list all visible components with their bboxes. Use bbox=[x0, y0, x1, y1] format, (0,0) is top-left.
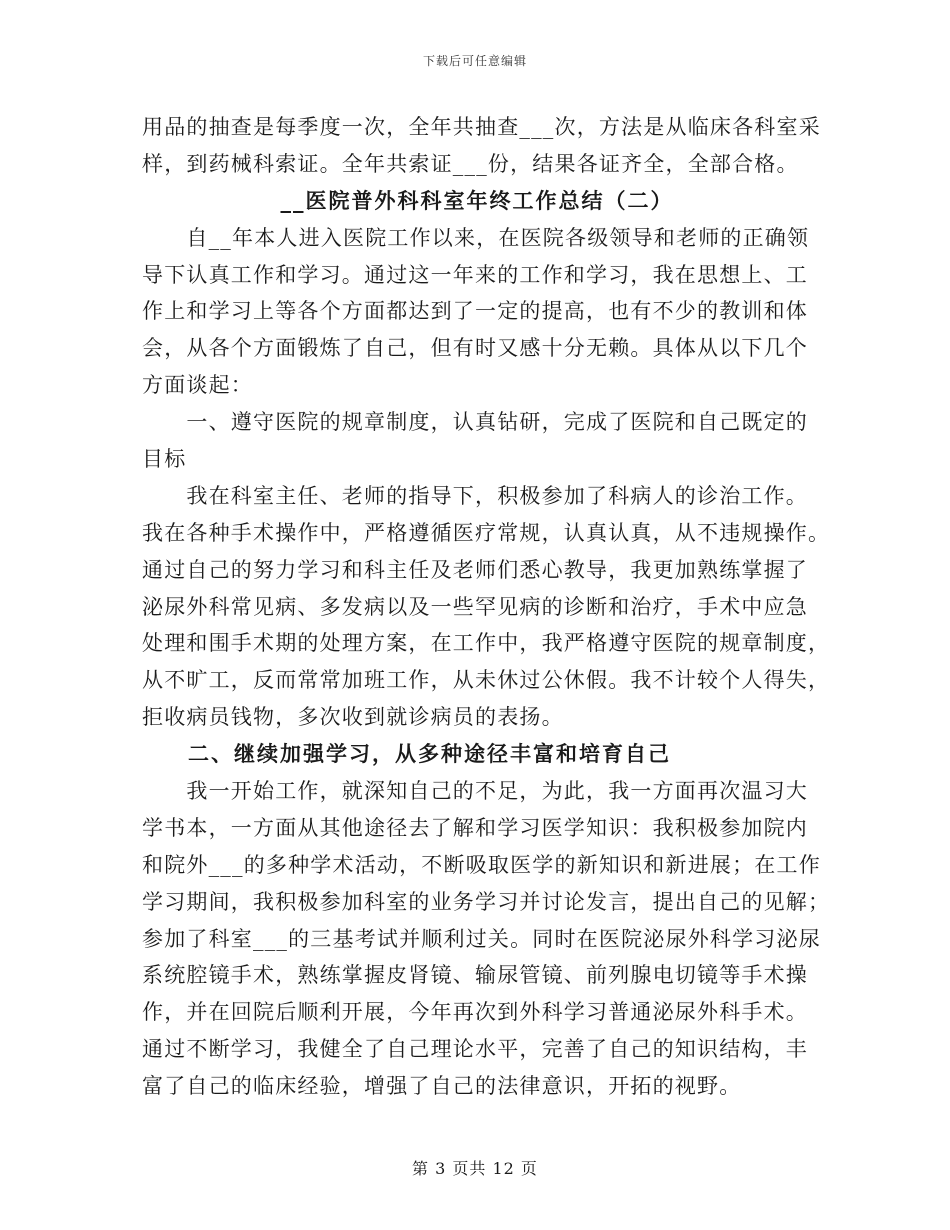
body-line: 参加了科室___的三基考试并顺利过关。同时在医院泌尿外科学习泌尿 bbox=[142, 926, 821, 951]
body-line: 学书本，一方面从其他途径去了解和学习医学知识：我积极参加院内 bbox=[142, 815, 808, 840]
body-line: 自__年本人进入医院工作以来，在医院各级领导和老师的正确领 bbox=[142, 225, 810, 250]
body-line: 通过不断学习，我健全了自己理论水平，完善了自己的知识结构，丰 bbox=[142, 1037, 808, 1062]
body-line: 泌尿外科常见病、多发病以及一些罕见病的诊断和治疗，手术中应急 bbox=[142, 594, 808, 619]
bold-subheading: 二、继续加强学习，从多种途径丰富和培育自己 bbox=[142, 741, 671, 767]
body-line: 作，并在回院后顺利开展，今年再次到外科学习普通泌尿外科手术。 bbox=[142, 1000, 808, 1025]
body-line: 我一开始工作，就深知自己的不足，为此，我一方面再次温习大 bbox=[142, 779, 808, 804]
header-note: 下载后可任意编辑 bbox=[422, 54, 527, 68]
body-line: 富了自己的临床经验，增强了自己的法律意识，开拓的视野。 bbox=[142, 1074, 742, 1099]
body-line: 拒收病员钱物，多次收到就诊病员的表扬。 bbox=[142, 705, 564, 730]
subheading-line: 一、遵守医院的规章制度，认真钻研，完成了医院和自己既定的 bbox=[142, 410, 808, 435]
body-line: 我在科室主任、老师的指导下，积极参加了科病人的诊治工作。 bbox=[142, 483, 808, 508]
body-line: 通过自己的努力学习和科主任及老师们悉心教导，我更加熟练掌握了 bbox=[142, 557, 808, 582]
page-number-footer: 第 3 页共 12 页 bbox=[412, 1159, 538, 1178]
body-line: 样，到药械科索证。全年共索证___份，结果各证齐全，全部合格。 bbox=[142, 151, 799, 176]
body-line: 方面谈起： bbox=[142, 373, 253, 398]
section-title: __医院普外科科室年终工作总结（二） bbox=[280, 187, 674, 213]
body-line: 会，从各个方面锻炼了自己，但有时又感十分无赖。具体从以下几个 bbox=[142, 336, 808, 361]
body-line: 从不旷工，反而常常加班工作，从未休过公休假。我不计较个人得失， bbox=[142, 668, 831, 693]
subheading-line: 目标 bbox=[142, 447, 187, 472]
body-line: 处理和围手术期的处理方案，在工作中，我严格遵守医院的规章制度， bbox=[142, 631, 831, 656]
body-line: 系统腔镜手术，熟练掌握皮肾镜、输尿管镜、前列腺电切镜等手术操 bbox=[142, 963, 808, 988]
document-body bbox=[142, 109, 831, 1105]
body-line: 导下认真工作和学习。通过这一年来的工作和学习，我在思想上、工 bbox=[142, 262, 808, 287]
body-line: 我在各种手术操作中，严格遵循医疗常规，认真认真，从不违规操作。 bbox=[142, 520, 831, 545]
body-line: 用品的抽查是每季度一次，全年共抽查___次，方法是从临床各科室采 bbox=[142, 115, 821, 139]
body-line: 学习期间，我积极参加科室的业务学习并讨论发言，提出自己的见解； bbox=[142, 889, 831, 914]
body-line: 作上和学习上等各个方面都达到了一定的提高，也有不少的教训和体 bbox=[142, 299, 808, 324]
body-line: 和院外___的多种学术活动，不断吸取医学的新知识和新进展；在工作 bbox=[142, 852, 821, 877]
